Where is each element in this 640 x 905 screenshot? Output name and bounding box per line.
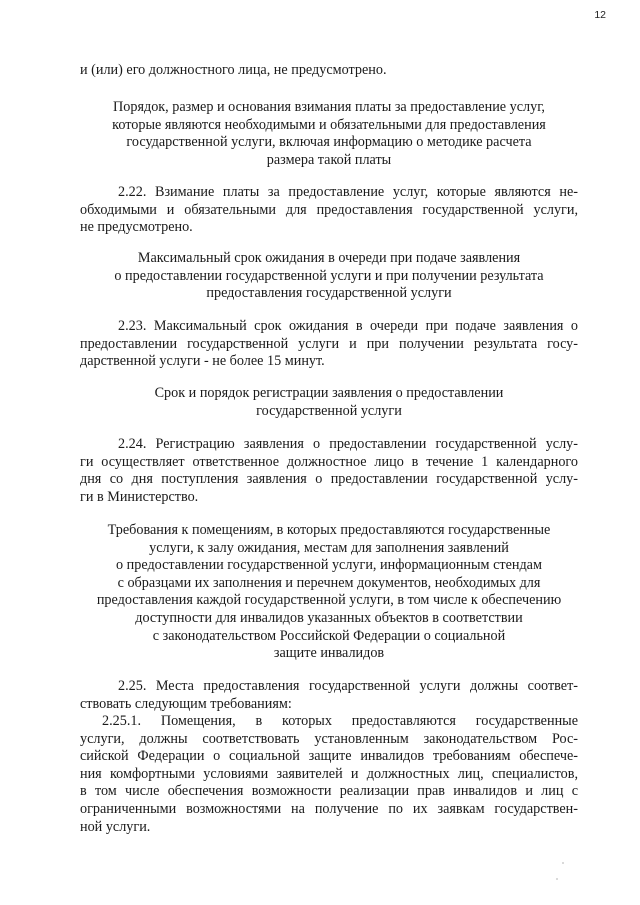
heading-line: о предоставлении государственной услуги и при получении результата [114,267,544,284]
section-heading-max-wait [80,250,578,303]
text-line: 2.25. Места предоставления государственной услуги должны соответ- [118,678,578,694]
heading-line: о предоставлении государственной услуги, информационным стендам [116,557,542,574]
text-line: ограниченными возможностями на получение по их заявкам государствен- [80,800,578,817]
text-line: дня со дня поступления заявления о предоставлении государственной услу- [80,471,578,488]
paragraph-2-24 [80,436,578,506]
heading-line: предоставления каждой государственной услуги, в том числе к обеспечению [96,592,562,609]
heading-line: услуги, к залу ожидания, местам для заполнения заявлений [149,539,509,556]
text-line: сийской Федерации о социальной защите инвалидов требованиям обеспече- [80,748,578,765]
text-line: услуги, должны соответствовать установленным законодательством Рос- [80,730,578,747]
heading-line: защите инвалидов [273,645,385,662]
heading-line: государственной услуги, включая информацию о методике расчета [126,134,532,151]
text-line: 2.23. Максимальный срок ожидания в очереди при подаче заявления о [118,318,578,334]
heading-line: размера такой платы [266,151,392,168]
heading-line: Порядок, размер и основания взимания платы за предоставление услуг, [113,99,545,115]
text-line: 2.25.1. Помещения, в которых предоставляются государственные [102,713,578,729]
section-heading-fee-procedure [80,99,578,169]
heading-line: предоставления государственной услуги [206,285,452,302]
heading-line: доступности для инвалидов указанных объектов в соответствии [135,609,523,626]
heading-line: которые являются необходимыми и обязательными для предоставления [112,116,546,133]
scan-speck [562,862,564,864]
paragraph-2-22 [80,184,578,237]
heading-line: с законодательством Российской Федерации о социальной [152,627,506,644]
paragraph-2-25 [80,678,578,713]
scan-speck [556,878,558,880]
text-line: ния комфортными условиями заявителей и должностных лиц, специалистов, [80,765,578,782]
heading-line: государственной услуги [256,402,402,419]
text-line: 2.24. Регистрацию заявления о предоставлении государственной услу- [118,436,578,452]
text-line: ги в Министерство. [80,488,199,505]
text-line: ной услуги. [80,818,151,835]
page-number: 12 [594,9,606,21]
heading-line: с образцами их заполнения и перечнем документов, необходимых для [117,574,541,591]
text-line: и (или) его должностного лица, не предусмотрено. [80,62,387,78]
paragraph-2-25-1 [80,713,578,836]
text-line: 2.22. Взимание платы за предоставление услуг, которые являются не- [118,184,578,200]
text-line: обходимыми и обязательными для предоставления государственной услуги, [80,201,578,218]
text-line: не предусмотрено. [80,219,193,236]
text-line: ствовать следующим требованиям: [80,695,292,712]
paragraph-2-23 [80,318,578,371]
text-line: предоставлении государственной услуги и при получении результата госу- [80,335,578,352]
section-heading-registration [80,385,578,420]
text-line: дарственной услуги - не более 15 минут. [80,353,325,370]
heading-line: Максимальный срок ожидания в очереди при подаче заявления [137,250,521,266]
heading-line: Срок и порядок регистрации заявления о предоставлении [154,385,504,401]
heading-line: Требования к помещениям, в которых предоставляются государственные [107,522,551,538]
section-heading-premises [80,522,578,663]
paragraph-continuation [80,62,578,80]
text-line: в том числе обеспечения возможности реализации прав инвалидов и лиц с [80,783,578,800]
text-line: ги осуществляет ответственное должностное лицо в течение 1 календарного [80,453,578,470]
